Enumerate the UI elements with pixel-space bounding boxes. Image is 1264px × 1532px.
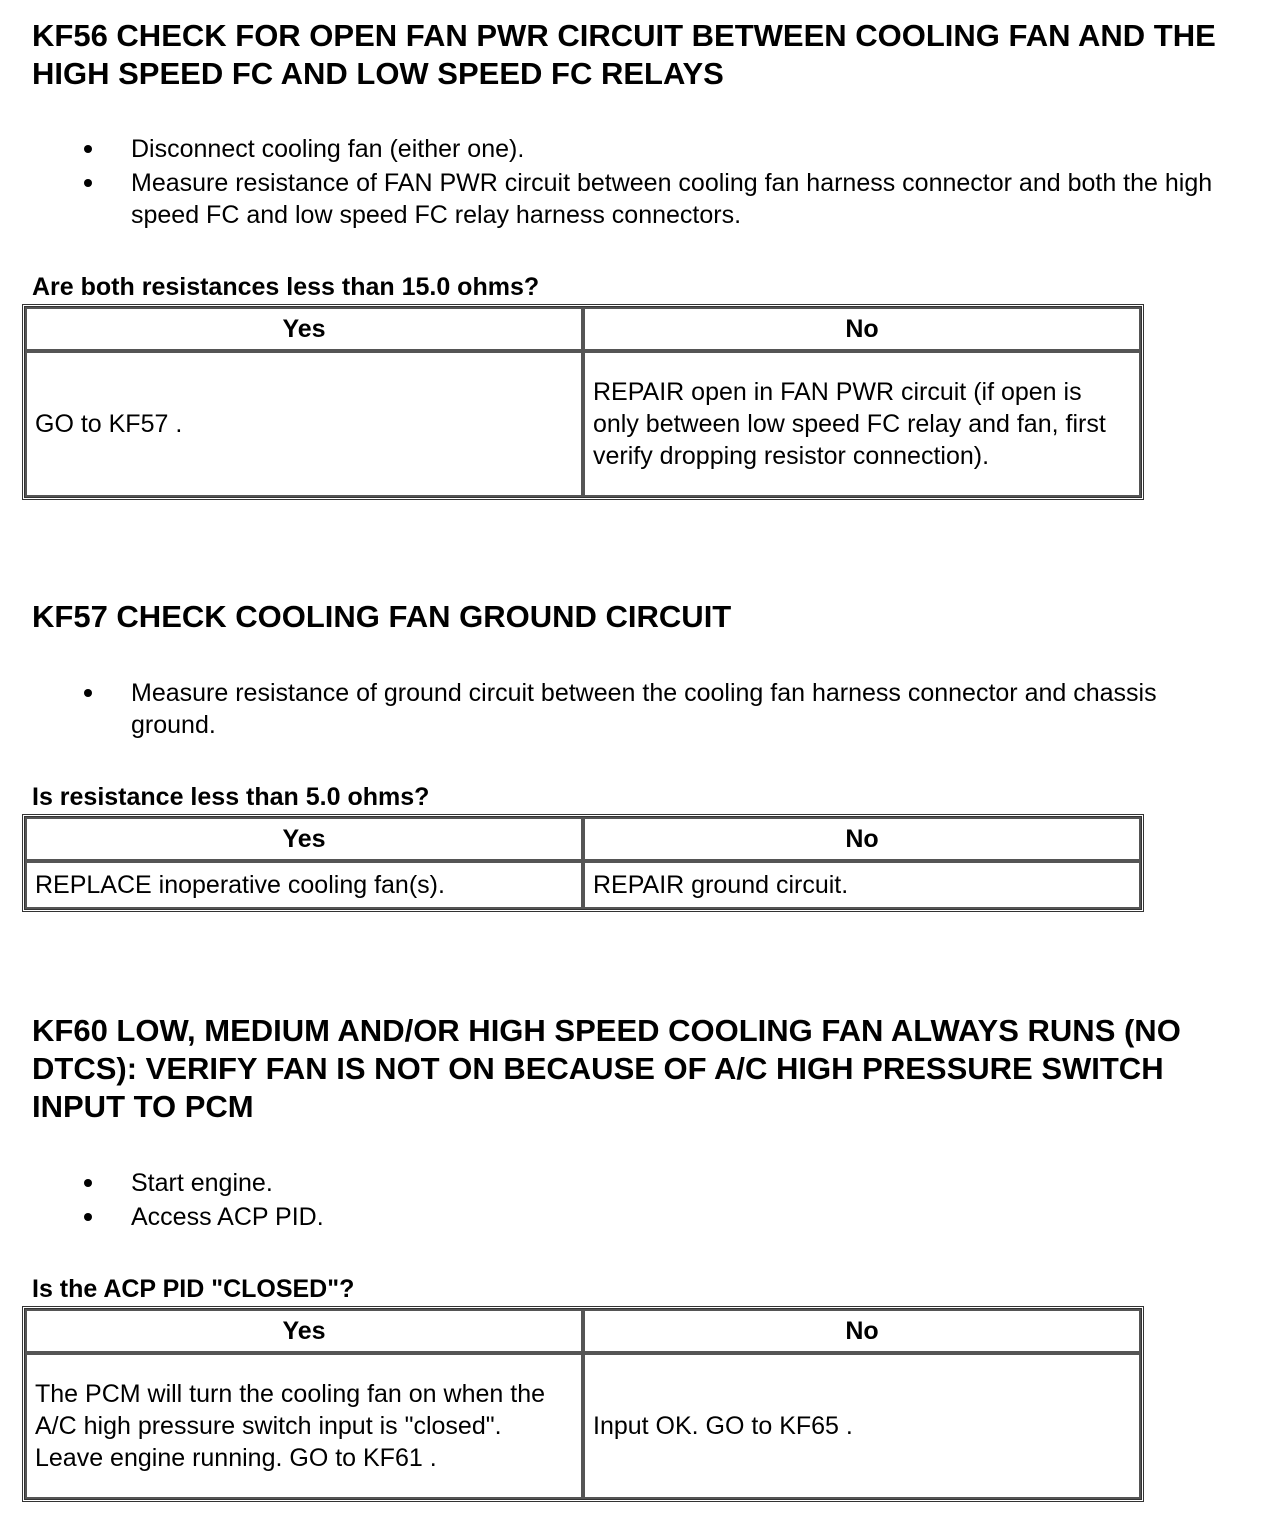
kf56-decision-table [22,304,1144,500]
step-text: Start engine. [131,1169,273,1197]
yes-header: Yes [25,1309,583,1353]
bullet-icon [84,145,92,153]
step-text: Access ACP PID. [131,1203,324,1231]
no-header: No [583,307,1141,351]
table-row [25,861,1141,909]
no-cell: REPAIR open in FAN PWR circuit (if open is only between low speed FC relay and fan, first verify dropping resistor connection). [583,351,1141,497]
kf60-question: Is the ACP PID "CLOSED"? [32,1275,355,1303]
kf57-question: Is resistance less than 5.0 ohms? [32,783,430,811]
step-text: Measure resistance of FAN PWR circuit between cooling fan harness connector and both the high speed FC and low speed FC relay harness connectors. [131,169,1213,229]
table-row [25,351,1141,497]
yes-header: Yes [25,817,583,861]
bullet-icon [84,1213,92,1221]
step-text: Measure resistance of ground circuit between the cooling fan harness connector and chassis ground. [131,679,1157,739]
yes-cell: REPLACE inoperative cooling fan(s). [25,861,583,909]
kf60-steps-list [0,1167,1264,1235]
bullet-icon [84,689,92,697]
kf57-decision-table [22,814,1144,912]
kf60-heading: KF60 LOW, MEDIUM AND/OR HIGH SPEED COOLING FAN ALWAYS RUNS (NO DTCS): VERIFY FAN IS NOT ON BECAUSE OF A/C HIGH PRESSURE SWITCH INPUT TO PCM [32,1013,1181,1124]
kf60-decision-table [22,1306,1144,1502]
yes-cell: GO to KF57 . [25,351,583,497]
no-cell: REPAIR ground circuit. [583,861,1141,909]
list-item [0,167,1264,231]
table-row [25,1353,1141,1499]
step-text: Disconnect cooling fan (either one). [131,135,525,163]
kf57-steps-list [0,677,1264,743]
yes-cell: The PCM will turn the cooling fan on when the A/C high pressure switch input is "closed". Leave engine running. GO to KF61 . [25,1353,583,1499]
list-item [0,677,1264,741]
kf57-heading: KF57 CHECK COOLING FAN GROUND CIRCUIT [32,599,732,634]
yes-header: Yes [25,307,583,351]
list-item [0,1201,1264,1233]
no-header: No [583,817,1141,861]
no-cell: Input OK. GO to KF65 . [583,1353,1141,1499]
kf56-question: Are both resistances less than 15.0 ohms? [32,273,540,301]
table-header-row [25,817,1141,861]
bullet-icon [84,1179,92,1187]
list-item [0,1167,1264,1199]
table-header-row [25,1309,1141,1353]
table-header-row [25,307,1141,351]
no-header: No [583,1309,1141,1353]
list-item [0,133,1264,165]
bullet-icon [84,179,92,187]
kf56-steps-list [0,133,1264,233]
kf56-heading: KF56 CHECK FOR OPEN FAN PWR CIRCUIT BETWEEN COOLING FAN AND THE HIGH SPEED FC AND LOW SPEED FC RELAYS [32,18,1216,91]
